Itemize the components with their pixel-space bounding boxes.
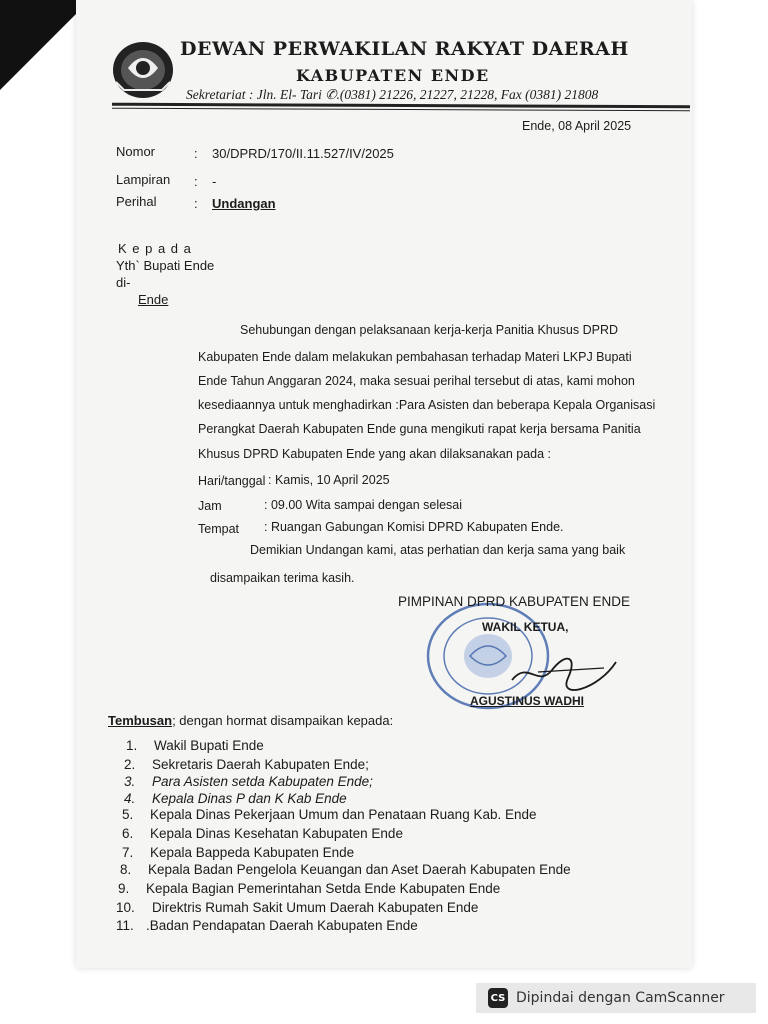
signature-org: PIMPINAN DPRD KABUPATEN ENDE (398, 594, 631, 609)
schedule-place-value: : Ruangan Gabungan Komisi DPRD Kabupaten Ende. (264, 520, 564, 534)
body-line: Sehubungan dengan pelaksanaan kerja-kerja Panitia Khusus DPRD (240, 323, 619, 337)
list-item: 6. Kepala Dinas Kesehatan Kabupaten Ende (122, 826, 403, 841)
list-item: 10. Direktris Rumah Sakit Umum Daerah Kabupaten Ende (116, 900, 479, 915)
schedule-day-label: Hari/tanggal (198, 474, 266, 488)
list-item: 11. .Badan Pendapatan Daerah Kabupaten Ende (116, 918, 418, 933)
schedule-time-value: : 09.00 Wita sampai dengan selesai (264, 498, 463, 512)
dprd-emblem-icon (110, 38, 176, 100)
meta-label-perihal: Perihal (116, 194, 157, 209)
list-item: 1. Wakil Bupati Ende (126, 738, 264, 753)
addressee-di: di- (116, 275, 131, 290)
list-item: 5. Kepala Dinas Pekerjaan Umum dan Penataan Ruang Kab. Ende (122, 807, 537, 822)
addressee-place: Ende (138, 292, 169, 307)
body-line: Ende Tahun Anggaran 2024, maka sesuai perihal tersebut di atas, kami mohon (198, 374, 635, 388)
body-line: Khusus DPRD Kabupaten Ende yang akan dilaksanakan pada : (198, 447, 552, 461)
schedule-place-label: Tempat (198, 522, 239, 536)
list-item: 8. Kepala Badan Pengelola Keuangan dan Aset Daerah Kabupaten Ende (120, 862, 571, 877)
schedule-day-value: : Kamis, 10 April 2025 (268, 473, 390, 487)
meta-value-lampiran: - (212, 174, 217, 189)
addressee-kepada: K e p a d a (118, 241, 192, 256)
meta-value-nomor: 30/DPRD/170/II.11.527/IV/2025 (212, 146, 394, 161)
camscanner-watermark (476, 983, 756, 1013)
list-item: 7. Kepala Bappeda Kabupaten Ende (122, 845, 355, 860)
tembusan-heading (108, 713, 393, 728)
list-item: 3. Para Asisten setda Kabupaten Ende; (124, 774, 373, 789)
addressee-yth: Yth` Bupati Ende (116, 258, 215, 273)
body-line: Perangkat Daerah Kabupaten Ende guna mengikuti rapat kerja bersama Panitia (198, 422, 641, 436)
tembusan-label: Tembusan (108, 713, 173, 728)
handwritten-signature-icon (508, 650, 620, 692)
camscanner-text: Dipindai dengan CamScanner (516, 990, 725, 1006)
meta-label-nomor: Nomor (116, 144, 156, 159)
letterhead-subtitle: KABUPATEN ENDE (296, 66, 490, 85)
closing-line: disampaikan terima kasih. (210, 571, 355, 585)
tembusan-intro: ; dengan hormat disampaikan kepada: (172, 713, 394, 728)
meta-colon: : (194, 146, 198, 161)
letterhead-address: Sekretariat : Jln. El- Tari ✆.(0381) 21226, 21227, 21228, Fax (0381) 21808 (186, 87, 599, 102)
meta-colon: : (194, 196, 198, 211)
list-item: 9. Kepala Bagian Pemerintahan Setda Ende Kabupaten Ende (118, 881, 501, 896)
letter-date: Ende, 08 April 2025 (522, 119, 632, 133)
letterhead-title: DEWAN PERWAKILAN RAKYAT DAERAH (180, 38, 629, 60)
meta-value-perihal: Undangan (212, 196, 276, 211)
meta-colon: : (194, 174, 198, 189)
closing-line: Demikian Undangan kami, atas perhatian dan kerja sama yang baik (250, 543, 626, 557)
list-item: 4. Kepala Dinas P dan K Kab Ende (124, 791, 347, 806)
body-line: kesediaannya untuk menghadirkan :Para Asisten dan beberapa Kepala Organisasi (198, 398, 656, 412)
meta-label-lampiran: Lampiran (116, 172, 171, 187)
camscanner-logo-icon: CS (488, 988, 508, 1008)
signature-role: WAKIL KETUA, (482, 620, 569, 634)
body-line: Kabupaten Ende dalam melakukan pembahasan terhadap Materi LKPJ Bupati (198, 350, 632, 364)
schedule-time-label: Jam (198, 499, 222, 513)
list-item: 2. Sekretaris Daerah Kabupaten Ende; (124, 757, 369, 772)
signature-name: AGUSTINUS WADHI (470, 694, 584, 708)
